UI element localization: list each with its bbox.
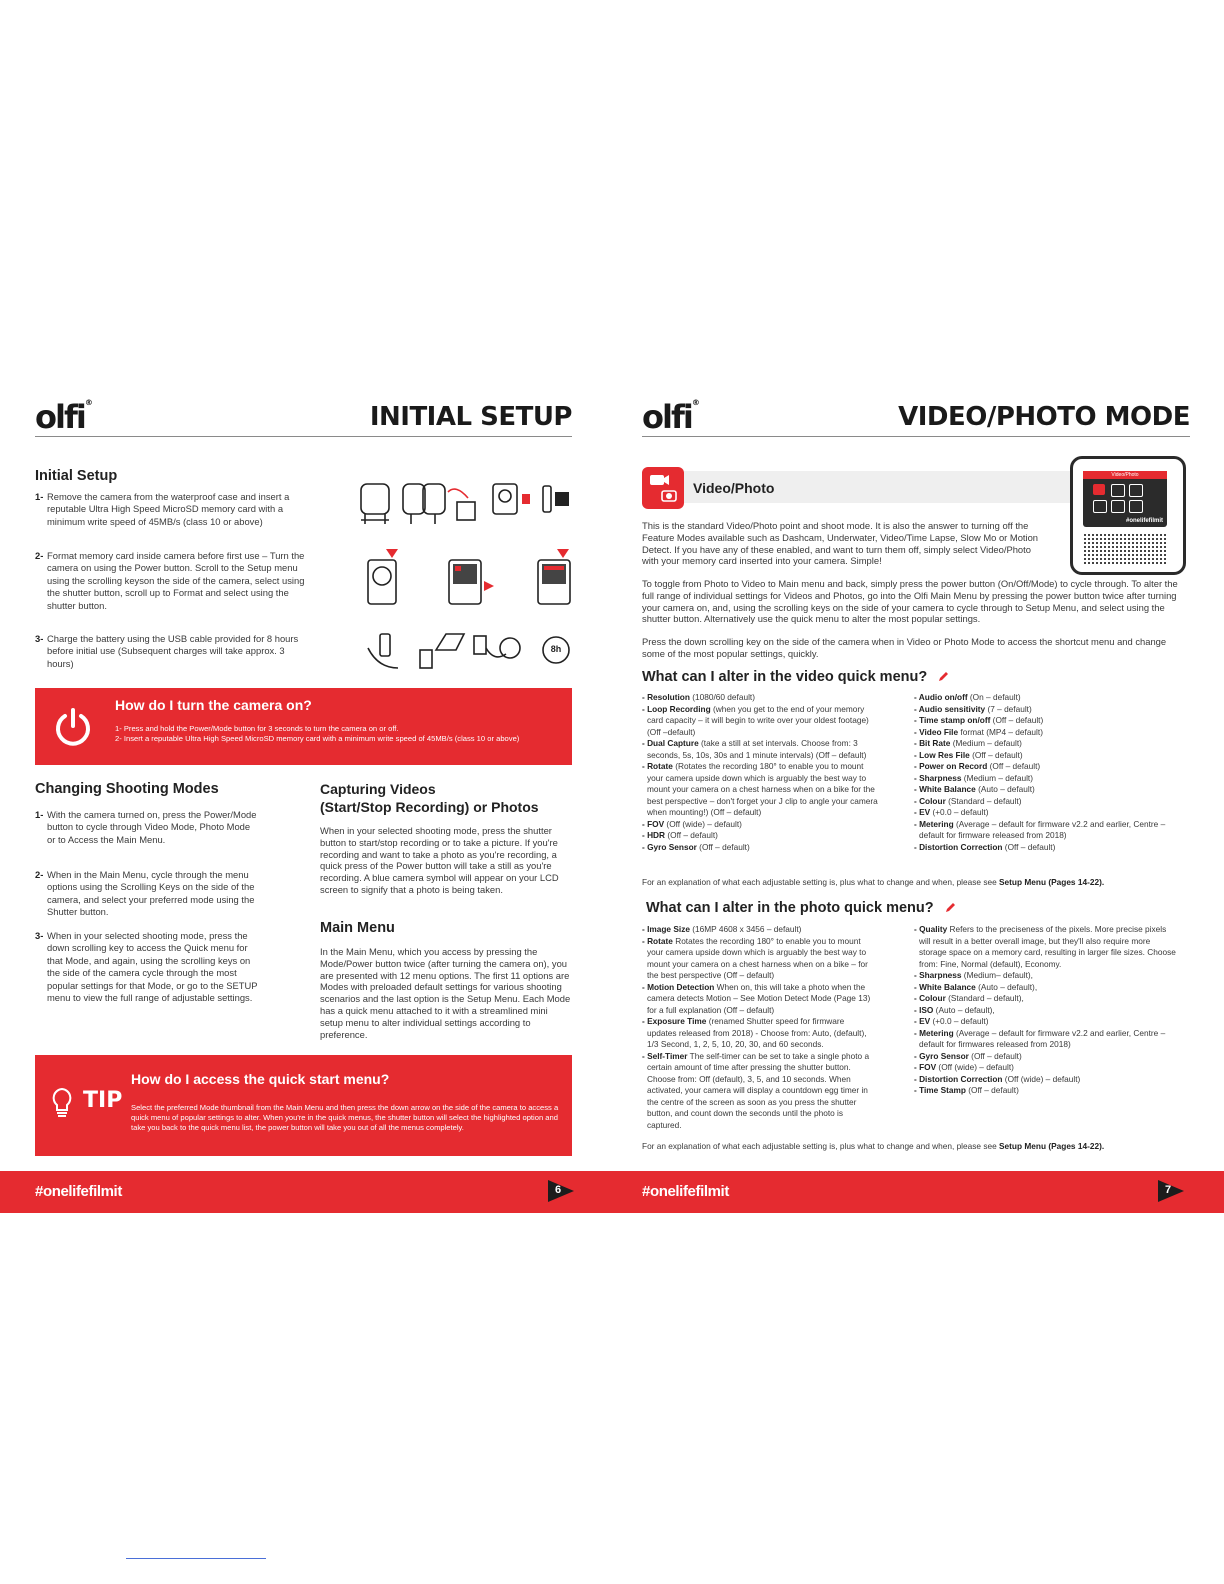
device-screen-label: Video/Photo [1083, 471, 1167, 479]
list-item: - HDR (Off – default) [642, 830, 718, 840]
list-item: - Metering (Average – default for firmware v2.2 and earlier, Centre – default for firmware released from 2018) [914, 818, 1166, 840]
insert-card-illustration [355, 480, 575, 532]
section-title: VIDEO/PHOTO MODE [898, 402, 1190, 432]
device-hashtag: #onelifefilmit [1125, 518, 1163, 524]
list-item: - Dual Capture (take a still at set intervals. Choose from: 3 seconds, 5s, 10s, 30s and 1 minute intervals) (Off – default) [642, 738, 867, 760]
photo-settings-col-2 [914, 924, 1176, 1097]
list-item: - White Balance (Auto – default), [914, 981, 1038, 992]
right-page [612, 0, 1224, 1584]
section-title: INITIAL SETUP [369, 402, 572, 432]
initial-setup-heading: Initial Setup [35, 468, 118, 484]
list-item: - Gyro Sensor (Off – default) [642, 841, 750, 852]
hashtag: #onelifefilmit [642, 1183, 729, 1200]
video-photo-mode-icon [642, 467, 684, 509]
list-item: - Gyro Sensor (Off – default) [914, 1050, 1022, 1061]
list-item: - Audio on/off (On – default) [914, 692, 1021, 702]
main-menu-heading: Main Menu [320, 920, 395, 936]
video-settings-col-2 [914, 692, 1174, 853]
setup-step-1: 1- Remove the camera from the waterproof case and insert a reputable Ultra High Speed MicroSD memory card with a minimum write speed of 45MB/s (class 10 or above) [35, 491, 290, 527]
turn-on-title: How do I turn the camera on? [115, 697, 312, 713]
list-item: - Audio sensitivity (7 – default) [914, 703, 1032, 714]
tip-text: Select the preferred Mode thumbnail from the Main Menu and then press the down arrow on the side of the camera to access a quick menu of popular settings to alter. When you're in the quick menus, the shutter button will select the highlighted option and take you back to the quick menu list, the power button will take you out of all the menus completely. [131, 1103, 559, 1132]
tip-title: How do I access the quick start menu? [131, 1071, 390, 1087]
list-item: - Colour (Standard – default) [914, 795, 1022, 806]
list-item: - EV (+0.0 – default) [914, 807, 989, 817]
capturing-heading: Capturing Videos (Start/Stop Recording) or Photos [320, 781, 539, 815]
list-item: - Bit Rate (Medium – default) [914, 738, 1022, 748]
main-menu-text: In the Main Menu, which you access by pressing the Mode/Power button twice (after turning the camera on), you are presented with 12 menu options. The first 11 options are Modes with preloaded default settings for various shooting scenarios and the last option is the Setup Menu. Each Mode has a quick menu attached to it with a streamlined mini setup menu to alter individual settings according to preference. [320, 946, 571, 1040]
intro-paragraph-2: To toggle from Photo to Video to Main menu and back, simply press the power button (On/Off/Mode) to cycle through. To alter the full range of individual settings for Videos and Photos, go into the Olfi Main Menu by pressing the power button twice after turning your camera on, and, using the scrolling keys on the side of your camera to cycle through to Setup Menu, and select using the shutter button. Alternatively use the quick menu to alter the most popular settings. [642, 578, 1178, 625]
hashtag: #onelifefilmit [35, 1183, 122, 1200]
intro-paragraph-1: This is the standard Video/Photo point and shoot mode. It is also the answer to turning off the Feature Modes available such as Dashcam, Underwater, Video/Time Lapse, Slow Mo or Motion Detect. If you have any of these enabled, and want to turn them off, simply select Video/Photo with your memory card inserted into your camera. Simple! [642, 520, 1039, 567]
setup-step-3: 3- Charge the battery using the USB cable provided for 8 hours before initial use (Subsequent charges will take approx. 3 hours) [35, 633, 299, 669]
list-item: - Video File format (MP4 – default) [914, 726, 1043, 737]
modes-step-2: 2- When in the Main Menu, cycle through the menu options using the Scrolling Keys on the side of the camera, and select your preferred mode using the Shutter button. [35, 869, 255, 918]
capturing-text: When in your selected shooting mode, press the shutter button to start/stop recording or to take a picture. If you're recording and want to take a photo as you're recording, a quick press of the Power button will take a still as you're recording. A blue camera symbol will appear on your LCD screen to signify that a photo is being taken. [320, 825, 559, 895]
list-item: - FOV (Off (wide) – default) [914, 1062, 1014, 1072]
tip-callout [35, 1055, 572, 1156]
list-item: - Colour (Standard – default), [914, 993, 1024, 1003]
header-rule [642, 436, 1190, 437]
list-item: - ISO (Auto – default), [914, 1004, 995, 1015]
list-item: - Sharpness (Medium – default) [914, 772, 1033, 783]
pencil-icon [937, 671, 949, 683]
format-card-illustration [362, 546, 574, 608]
decorative-underline [126, 1558, 266, 1559]
changing-modes-heading: Changing Shooting Modes [35, 781, 219, 797]
list-item: - Rotate (Rotates the recording 180° to enable you to mount your camera upside down which is arguably the best way to mount your camera on a chest harness when on a bike for the best perspective – don't forget your J clip to angle your camera when mounting!) (Off – default) [642, 761, 878, 817]
setup-step-2: 2- Format memory card inside camera before first use – Turn the camera on using the Power button. Scroll to the Setup menu using the scrolling keyson the side of the camera, select using the shutter button, scroll up to Format and select using the shutter button. [35, 550, 305, 611]
list-item: - Motion Detection When on, this will take a photo when the camera detects Motion – See Motion Detect Mode (Page 13) for a full explanation (Off – default) [642, 981, 871, 1015]
list-item: - Power on Record (Off – default) [914, 761, 1041, 771]
camera-device-illustration [1070, 456, 1186, 575]
photo-settings-col-1 [642, 924, 874, 1131]
pencil-icon [944, 902, 956, 914]
list-item: - Low Res File (Off – default) [914, 749, 1023, 760]
list-item: - Rotate Rotates the recording 180° to enable you to mount your camera upside down which is arguably the best way to mount your camera on a chest harness when on a bike – for the best perspective (Off – default) [642, 935, 868, 980]
list-item: - White Balance (Auto – default) [914, 784, 1035, 794]
charge-battery-illustration [360, 630, 574, 676]
header-rule [35, 436, 572, 437]
list-item: - Quality Refers to the preciseness of the pixels. More precise pixels will result in a better overall image, but they'll also require more storage space on a memory card, resulting in larger file sizes. Choose from: Fine, Normal (default), Economy. [914, 924, 1176, 969]
list-item: - Time stamp on/off (Off – default) [914, 715, 1044, 725]
list-item: - EV (+0.0 – default) [914, 1016, 989, 1026]
list-item: - Self-Timer The self-timer can be set to take a single photo a certain amount of time after pressing the shutter button. Choose from: Off (default), 3, 5, and 10 seconds. When activated, your camera will display a countdown egg timer in the centre of the screen as soon as you press the shutter button, and count down the seconds until the photo is captured. [642, 1050, 870, 1130]
list-item: - Time Stamp (Off – default) [914, 1085, 1019, 1095]
olfi-logo: olfi® [642, 398, 700, 436]
page-number: 7 [1158, 1180, 1186, 1202]
turn-on-text: 1- Press and hold the Power/Mode button for 3 seconds to turn the camera on or off. 2- Insert a reputable Ultra High Speed MicroSD memory card with a minimum write speed of 45MB/s (class 10 or above) [115, 724, 520, 743]
intro-paragraph-3: Press the down scrolling key on the side of the camera when in Video or Photo Mode to access the shortcut menu and change some of the most popular settings, quickly. [642, 636, 1167, 659]
olfi-logo: olfi® [35, 398, 93, 436]
tip-label: TIP [83, 1088, 123, 1113]
list-item: - Resolution (1080/60 default) [642, 692, 755, 702]
video-settings-col-1 [642, 692, 878, 853]
list-item: - Loop Recording (when you get to the end of your memory card capacity – it will begin to write over your oldest footage) (Off –default) [642, 703, 869, 737]
list-item: - Distortion Correction (Off (wide) – default) [914, 1073, 1081, 1084]
video-menu-note: For an explanation of what each adjustable setting is, plus what to change and when, please see Setup Menu (Pages 14-22). [642, 877, 1105, 887]
list-item: - Sharpness (Medium– default), [914, 970, 1033, 980]
lightbulb-icon [51, 1087, 73, 1119]
modes-step-1: 1- With the camera turned on, press the Power/Mode button to cycle through Video Mode, Photo Mode or to Access the Main Menu. [35, 809, 257, 845]
power-icon [53, 707, 93, 747]
page-number: 6 [548, 1180, 576, 1202]
battery-hours-badge: 8h [550, 644, 562, 654]
list-item: - Metering (Average – default for firmware v2.2 and earlier, Centre – default for firmwares released from 2018) [914, 1027, 1166, 1049]
mode-title: Video/Photo [693, 480, 775, 496]
video-menu-heading: What can I alter in the video quick menu? [642, 669, 949, 685]
list-item: - FOV (Off (wide) – default) [642, 818, 742, 829]
modes-step-3: 3- When in your selected shooting mode, press the down scrolling key to access the Quick menu for that Mode, and again, using the scrolling keys on the side of the camera cycle through the most popular settings for that Mode, or go to the SETUP menu to view the full range of adjustable settings. [35, 930, 258, 1004]
turn-on-callout [35, 688, 572, 765]
list-item: - Image Size (16MP 4608 x 3456 – default) [642, 924, 802, 934]
photo-menu-heading: What can I alter in the photo quick menu? [646, 900, 956, 916]
photo-menu-note: For an explanation of what each adjustable setting is, plus what to change and when, please see Setup Menu (Pages 14-22). [642, 1141, 1105, 1151]
list-item: - Distortion Correction (Off – default) [914, 841, 1056, 852]
list-item: - Exposure Time (renamed Shutter speed for firmware updates released from 2018) - Choose from: Auto, (default), 1/3 Second, 1, 2, 5, 10, 20, 30, and 60 seconds. [642, 1016, 867, 1049]
